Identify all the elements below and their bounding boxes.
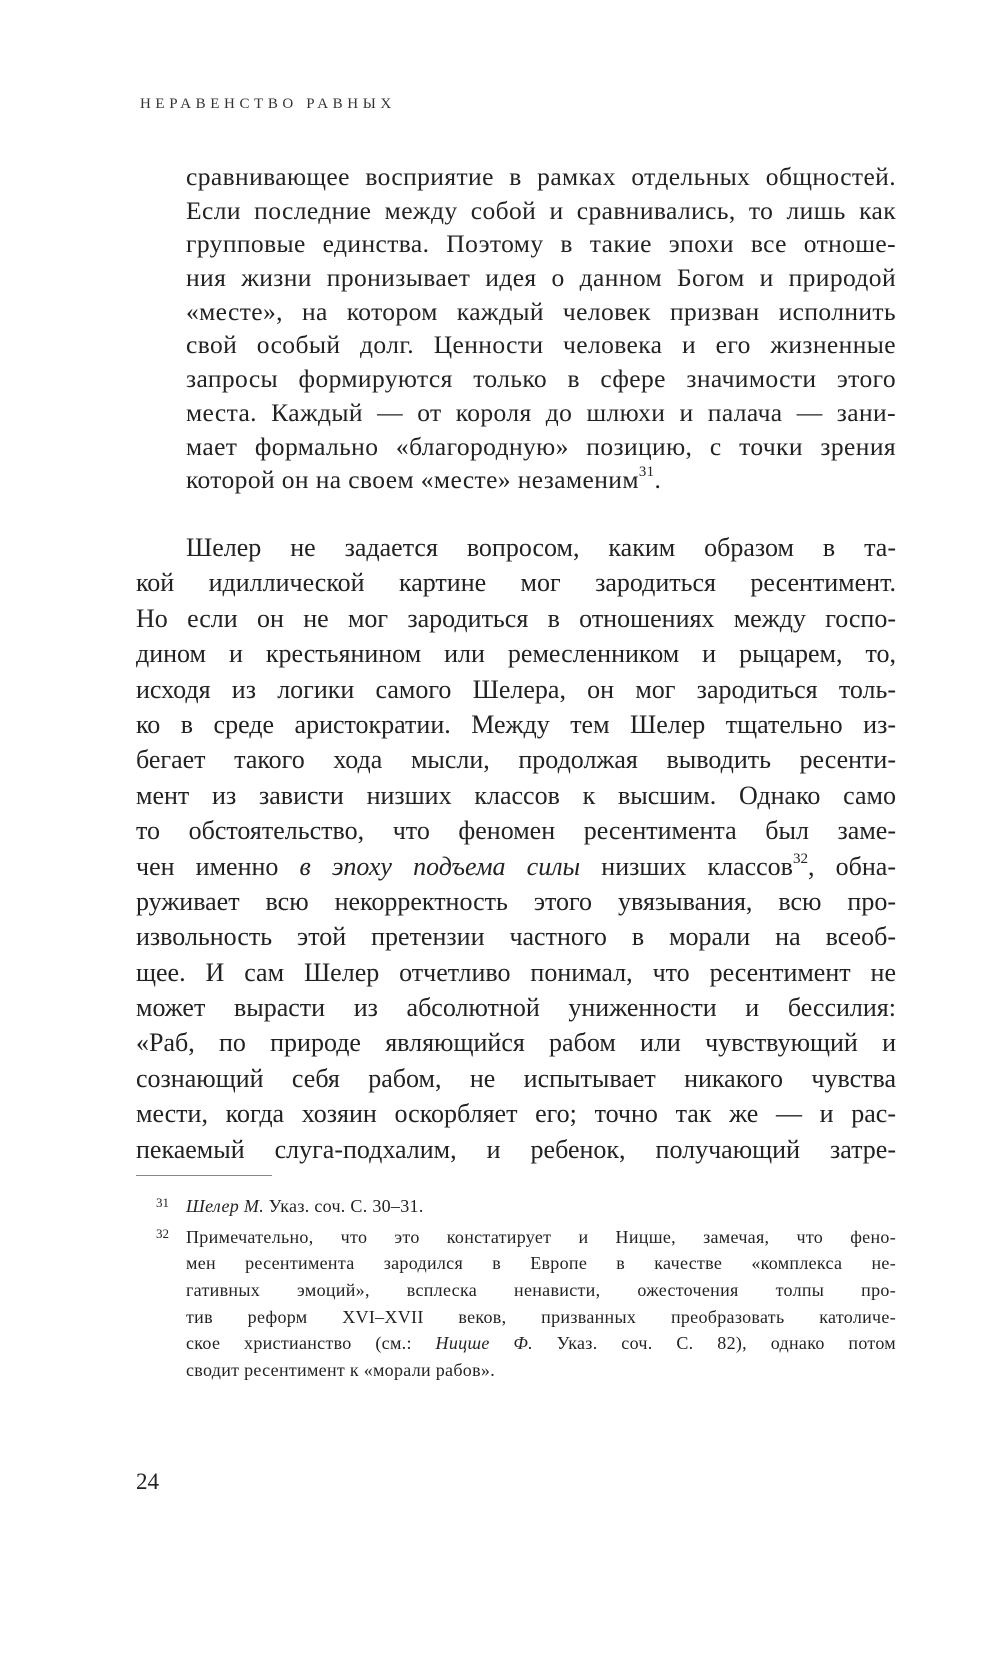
italic-emphasis: в эпоху подъема силы [299, 851, 581, 881]
body-line: бегает такого хода мысли, продолжая выводить ресенти- [136, 745, 896, 775]
footnote-line: Примечательно, что это констатирует и Ницше, замечая, что фено- [186, 1226, 896, 1247]
quote-line: «месте», на котором каждый человек призван исполнить [186, 296, 896, 326]
body-line: «Раб, по природе являющийся рабом или чувствующий и [136, 1028, 896, 1058]
footnote-divider [136, 1175, 272, 1176]
body-line [136, 849, 896, 884]
footnote-author: Ницше Ф. [435, 1333, 533, 1354]
quote-line: ния жизни пронизывает идея о данном Богом и природой [186, 263, 896, 293]
footnote-line: сводит ресентимент к «морали рабов». [186, 1360, 495, 1381]
quote-line: свой особый долг. Ценности человека и его жизненные [186, 330, 896, 360]
body-text-fragment: низших классов [580, 851, 793, 881]
body-line: Но если он не мог зародиться в отношениях между госпо- [136, 603, 896, 633]
footnote-line [186, 1330, 896, 1357]
quote-last-line-text: которой он на своем «месте» незаменим [186, 465, 639, 495]
quote-line: Если последние между собой и сравнивались, то лишь как [186, 195, 896, 225]
quote-line: сравнивающее восприятие в рамках отдельных общностей. [186, 162, 896, 191]
quote-line: мает формально «благородную» позицию, с точки зрения [186, 431, 896, 461]
body-line: исходя из логики самого Шелера, он мог зародиться толь- [136, 674, 896, 704]
body-line: то обстоятельство, что феномен ресентимента был заме- [136, 816, 896, 846]
quote-line: места. Каждый — от короля до шлюхи и палача — зани- [186, 397, 896, 427]
body-line: может вырасти из абсолютной униженности и бессилия: [136, 993, 896, 1023]
block-quote [186, 160, 896, 497]
footnote-author: Шелер М. [186, 1196, 264, 1216]
body-line: ко в среде аристократии. Между тем Шелер тщательно из- [136, 709, 896, 739]
body-line: мести, когда хозяин оскорбляет его; точно так же — и рас- [136, 1099, 896, 1129]
footnote-number: 31 [156, 1195, 169, 1210]
footnote-number: 32 [156, 1225, 169, 1241]
page-number: 24 [136, 1469, 159, 1494]
quote-line: которой он на своем «месте» незаменим$^{31}$. [186, 464, 662, 495]
body-line: извольность этой претензии частного в морали на всеоб- [136, 922, 896, 952]
body-line: дином и крестьянином или ремесленником и рыцарем, то, [136, 639, 896, 669]
body-paragraph [136, 530, 896, 1167]
footnote-line: гативных эмоций», всплеска ненависти, ожесточения толпы про- [186, 1280, 896, 1301]
footnote-text: ское христианство (см.: [186, 1333, 436, 1354]
body-line: кой идиллической картине мог зародиться ресентимент. [136, 568, 896, 598]
footnote-line [186, 1193, 896, 1220]
quote-line: запросы формируются только в сфере значимости этого [186, 364, 896, 394]
footnote-text: Указ. соч. С. 82), однако потом [533, 1333, 897, 1354]
body-line: пекаемый слуга-подхалим, и ребенок, получающий затре- [136, 1134, 896, 1164]
quote-line: групповые единства. Поэтому в такие эпохи все отноше- [186, 229, 896, 259]
running-head: НЕРАВЕНСТВО РАВНЫХ [140, 96, 396, 112]
body-line: Шелер не задается вопросом, каким образом в та- [186, 533, 896, 562]
footnote-32 [136, 1224, 896, 1384]
footnote-line: тив реформ XVI–XVII веков, призванных преобразовать католиче- [186, 1306, 896, 1327]
body-line: руживает всю некорректность этого увязывания, всю про- [136, 886, 896, 916]
footnote-text: Указ. соч. С. 30–31. [264, 1196, 424, 1216]
body-text-fragment: чен именно [136, 851, 300, 881]
body-line: мент из зависти низших классов к высшим. Однако само [136, 780, 896, 810]
footnote-ref-31[interactable]: 31 [638, 464, 655, 481]
footnote-31 [136, 1193, 896, 1220]
body-line: щее. И сам Шелер отчетливо понимал, что ресентимент не [136, 957, 896, 987]
body-text-fragment: , обна- [808, 851, 896, 881]
footnotes [136, 1193, 896, 1384]
body-line: сознающий себя рабом, не испытывает никакого чувства [136, 1063, 896, 1093]
footnote-line: мен ресентимента зародился в Европе в качестве «комплекса не- [186, 1253, 896, 1274]
footnote-ref-32[interactable]: 32 [792, 850, 809, 867]
